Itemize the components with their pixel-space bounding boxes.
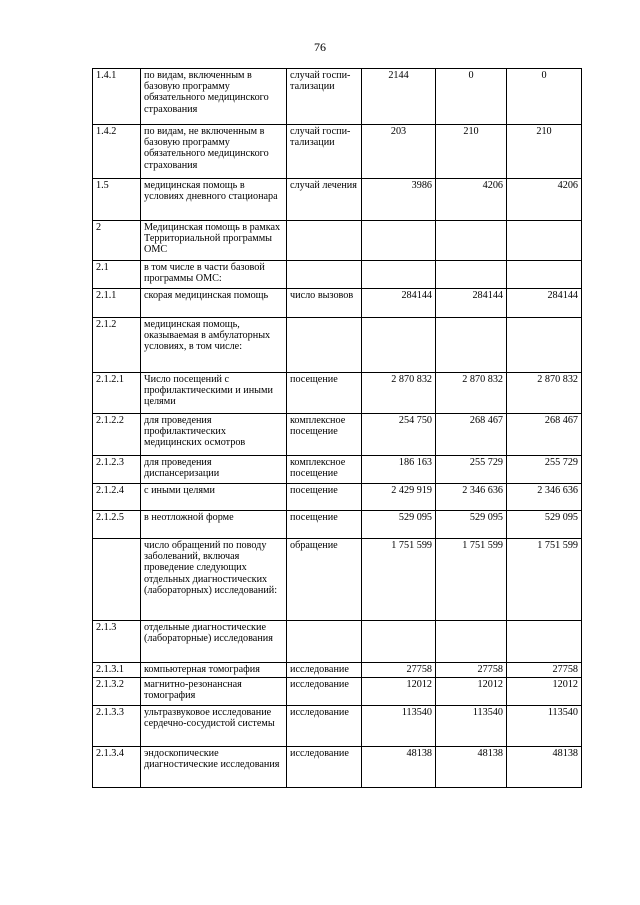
table-row [93, 373, 582, 414]
table-row [93, 621, 582, 663]
row-unit: посещение [287, 511, 362, 539]
row-value-1: 2 429 919 [362, 484, 436, 511]
row-value-2: 27758 [436, 663, 507, 678]
row-code: 2.1.3.4 [93, 747, 141, 788]
table-row [93, 414, 582, 456]
row-code: 1.5 [93, 179, 141, 221]
row-unit: число вызовов [287, 289, 362, 318]
row-unit [287, 621, 362, 663]
row-name: магнитно-резонансная томография [141, 678, 287, 706]
row-value-1: 3986 [362, 179, 436, 221]
row-name: ультразвуковое исследование сердечно-сосудистой системы [141, 706, 287, 747]
table-row [93, 747, 582, 788]
row-code: 2.1.2.2 [93, 414, 141, 456]
row-code: 1.4.1 [93, 69, 141, 125]
row-unit: посещение [287, 484, 362, 511]
row-name: в неотложной форме [141, 511, 287, 539]
row-value-3: 12012 [507, 678, 582, 706]
table-row [93, 261, 582, 289]
row-value-3: 268 467 [507, 414, 582, 456]
row-value-3: 2 870 832 [507, 373, 582, 414]
row-code: 2.1 [93, 261, 141, 289]
row-value-1: 284144 [362, 289, 436, 318]
row-value-2: 255 729 [436, 456, 507, 484]
row-unit [287, 261, 362, 289]
row-unit: исследование [287, 706, 362, 747]
row-value-3: 210 [507, 125, 582, 179]
table-row [93, 511, 582, 539]
row-unit: случай лечения [287, 179, 362, 221]
row-name: компьютерная томография [141, 663, 287, 678]
statistics-table [92, 68, 582, 788]
row-code: 2 [93, 221, 141, 261]
table-row [93, 663, 582, 678]
row-unit: обращение [287, 539, 362, 621]
row-code: 1.4.2 [93, 125, 141, 179]
row-value-1: 2144 [362, 69, 436, 125]
row-unit: комплексное посещение [287, 456, 362, 484]
table-row [93, 539, 582, 621]
row-code: 2.1.1 [93, 289, 141, 318]
table-row [93, 221, 582, 261]
row-value-1 [362, 318, 436, 373]
row-code: 2.1.3.2 [93, 678, 141, 706]
page-number: 76 [314, 40, 326, 54]
row-name: для проведения профилактических медицинских осмотров [141, 414, 287, 456]
row-unit: исследование [287, 663, 362, 678]
row-value-3: 27758 [507, 663, 582, 678]
row-value-1: 254 750 [362, 414, 436, 456]
row-code: 2.1.2.4 [93, 484, 141, 511]
row-code: 2.1.3 [93, 621, 141, 663]
row-value-3: 4206 [507, 179, 582, 221]
table-row [93, 289, 582, 318]
row-value-2 [436, 221, 507, 261]
row-value-1 [362, 221, 436, 261]
row-value-3 [507, 221, 582, 261]
row-value-2 [436, 621, 507, 663]
row-value-1: 27758 [362, 663, 436, 678]
table-row [93, 179, 582, 221]
table-row [93, 69, 582, 125]
row-name: число обращений по поводу заболеваний, включая проведение следующих отдельных диагностических (лабораторных) исследований: [141, 539, 287, 621]
row-code: 2.1.2.1 [93, 373, 141, 414]
row-name: Число посещений с профилактическими и иными целями [141, 373, 287, 414]
row-value-1 [362, 261, 436, 289]
row-value-3: 284144 [507, 289, 582, 318]
row-unit: исследование [287, 747, 362, 788]
table-row [93, 456, 582, 484]
table-row [93, 125, 582, 179]
row-unit: посещение [287, 373, 362, 414]
row-unit: исследование [287, 678, 362, 706]
row-value-2: 0 [436, 69, 507, 125]
row-value-2 [436, 261, 507, 289]
row-value-2: 529 095 [436, 511, 507, 539]
row-value-3 [507, 318, 582, 373]
row-value-3: 2 346 636 [507, 484, 582, 511]
row-name: отдельные диагностические (лабораторные) исследования [141, 621, 287, 663]
row-code: 2.1.2 [93, 318, 141, 373]
row-value-3: 1 751 599 [507, 539, 582, 621]
row-value-2: 268 467 [436, 414, 507, 456]
table-row [93, 706, 582, 747]
row-value-1: 12012 [362, 678, 436, 706]
row-value-2: 48138 [436, 747, 507, 788]
row-value-1: 113540 [362, 706, 436, 747]
row-value-1: 529 095 [362, 511, 436, 539]
row-value-2: 284144 [436, 289, 507, 318]
table-body [93, 69, 582, 788]
row-unit [287, 318, 362, 373]
row-name: медицинская помощь, оказываемая в амбулаторных условиях, в том числе: [141, 318, 287, 373]
row-name: Медицинская помощь в рамках Территориальной программы ОМС [141, 221, 287, 261]
row-value-1: 2 870 832 [362, 373, 436, 414]
row-unit [287, 221, 362, 261]
row-name: в том числе в части базовой программы ОМС: [141, 261, 287, 289]
row-value-3 [507, 261, 582, 289]
row-name: с иными целями [141, 484, 287, 511]
row-value-1: 1 751 599 [362, 539, 436, 621]
row-value-2: 4206 [436, 179, 507, 221]
table-row [93, 678, 582, 706]
row-code: 2.1.3.3 [93, 706, 141, 747]
row-unit: случай госпи-тализации [287, 125, 362, 179]
row-value-2: 2 346 636 [436, 484, 507, 511]
row-unit: комплексное посещение [287, 414, 362, 456]
row-value-1: 203 [362, 125, 436, 179]
table-row [93, 318, 582, 373]
row-value-2 [436, 318, 507, 373]
row-value-2: 210 [436, 125, 507, 179]
row-name: эндоскопические диагностические исследования [141, 747, 287, 788]
row-value-3 [507, 621, 582, 663]
row-unit: случай госпи-тализации [287, 69, 362, 125]
row-code [93, 539, 141, 621]
row-value-3: 113540 [507, 706, 582, 747]
row-value-3: 255 729 [507, 456, 582, 484]
row-value-1: 186 163 [362, 456, 436, 484]
row-value-3: 529 095 [507, 511, 582, 539]
row-value-3: 0 [507, 69, 582, 125]
row-name: по видам, не включенным в базовую программу обязательного медицинского страхования [141, 125, 287, 179]
row-name: медицинская помощь в условиях дневного стационара [141, 179, 287, 221]
row-value-3: 48138 [507, 747, 582, 788]
row-name: для проведения диспансеризации [141, 456, 287, 484]
row-value-2: 113540 [436, 706, 507, 747]
row-value-2: 12012 [436, 678, 507, 706]
table-row [93, 484, 582, 511]
row-name: по видам, включенным в базовую программу обязательного медицинского страхования [141, 69, 287, 125]
row-code: 2.1.3.1 [93, 663, 141, 678]
row-value-1: 48138 [362, 747, 436, 788]
row-value-2: 2 870 832 [436, 373, 507, 414]
row-value-1 [362, 621, 436, 663]
row-value-2: 1 751 599 [436, 539, 507, 621]
row-code: 2.1.2.3 [93, 456, 141, 484]
row-code: 2.1.2.5 [93, 511, 141, 539]
row-name: скорая медицинская помощь [141, 289, 287, 318]
